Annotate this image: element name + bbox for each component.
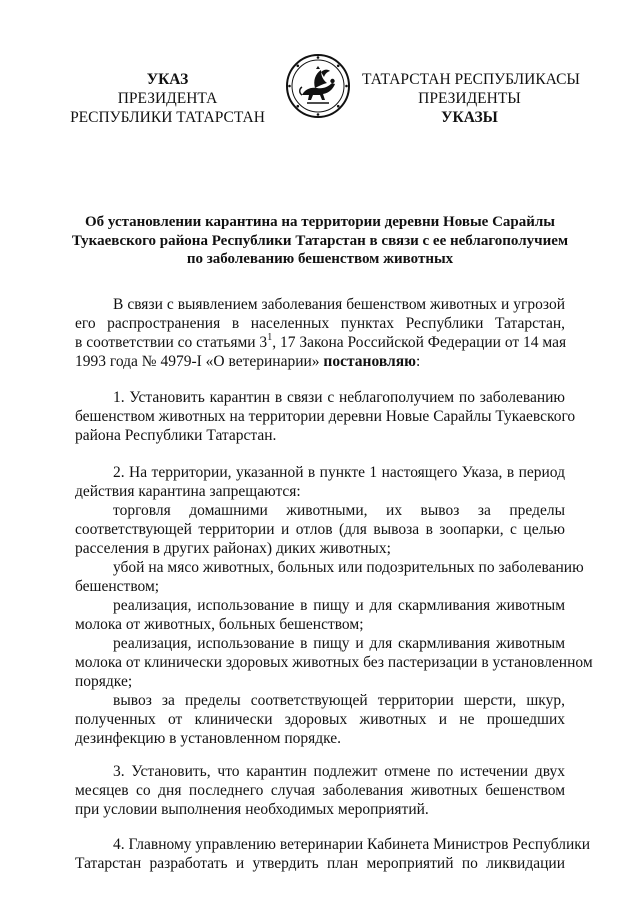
paragraph-3-line: 3. Установить, что карантин подлежит отмене по истечении двух [113,763,565,780]
paragraph-2-line: действия карантина запрещаются: [75,483,301,500]
coat-of-arms-icon [285,53,351,119]
prohibition-item-line: порядке; [75,673,133,690]
resolve-word: постановляю [323,353,416,370]
prohibition-item-line: реализация, использование в пищу и для скармливания животным [113,635,565,652]
prohibition-item-line: молока от животных, больных бешенством; [75,616,364,633]
prohibition-item-line: убой на мясо животных, больных или подозрительных по заболеванию [113,559,584,576]
header-left-president: ПРЕЗИДЕНТА [117,90,218,107]
preamble-line: В связи с выявлением заболевания бешенством животных и угрозой [113,296,565,313]
prohibition-item-line: реализация, использование в пищу и для скармливания животным [113,597,565,614]
paragraph-3-line: при условии выполнения необходимых мероприятий. [75,801,429,818]
paragraph-1-line: района Республики Татарстан. [75,427,277,444]
preamble-text: 1993 года № 4979-I «О ветеринарии» [75,353,324,370]
header-left-republic: РЕСПУБЛИКИ ТАТАРСТАН [70,109,265,126]
preamble-text: в соответствии со статьями 3 [75,334,268,351]
header-right-president: ПРЕЗИДЕНТЫ [418,90,521,107]
preamble-text: , 17 Закона Российской Федерации от 14 мая [272,334,567,351]
paragraph-4-line: Татарстан разработать и утвердить план мероприятий по ликвидации [75,855,565,872]
preamble-text: : [415,353,421,370]
paragraph-3-line: месяцев со дня последнего случая заболевания животных бешенством [75,782,565,799]
paragraph-1-line: 1. Установить карантин в связи с неблагополучием по заболеванию [113,389,565,406]
header-left-block [60,70,275,127]
prohibition-item-line: торговля домашними животными, их вывоз за пределы [113,502,565,519]
preamble-line [75,331,567,352]
header-left-decree: УКАЗ [146,71,189,88]
preamble-line: его распространения в населенных пунктах Республики Татарстан, [75,315,565,332]
prohibition-item-line: соответствующей территории и отлов (для вывоза в зоопарки, с целью [75,521,565,538]
prohibition-item-line: расселения в других районах) диких животных; [75,540,391,557]
preamble-line [75,353,565,371]
article-superscript: 1 [267,331,273,343]
header-right-republic: ТАТАРСТАН РЕСПУБЛИКАСЫ [362,71,580,88]
paragraph-2-line: 2. На территории, указанной в пункте 1 настоящего Указа, в период [113,464,565,481]
prohibition-item-line: дезинфекцию в установленном порядке. [75,730,342,747]
prohibition-item-line: молока от клинически здоровых животных без пастеризации в установленном [75,654,593,671]
title-line: Тукаевского района Республики Татарстан в связи с ее неблагополучием [71,232,569,249]
paragraph-1-line: бешенством животных на территории деревни Новые Сарайлы Тукаевского [75,408,576,425]
title-line: Об установлении карантина на территории деревни Новые Сарайлы [84,214,556,230]
prohibition-item-line: вывоз за пределы соответствующей территории шерсти, шкур, [113,692,565,709]
header-right-decree: УКАЗЫ [441,109,498,126]
paragraph-4-line: 4. Главному управлению ветеринарии Кабинета Министров Республики [113,836,591,853]
title-line: по заболеванию бешенством животных [186,251,454,267]
prohibition-item-line: бешенством; [75,578,160,595]
prohibition-item-line: полученных от клинически здоровых животных и не прошедших [75,711,565,728]
document-title [55,213,585,269]
header-right-block [362,70,580,127]
